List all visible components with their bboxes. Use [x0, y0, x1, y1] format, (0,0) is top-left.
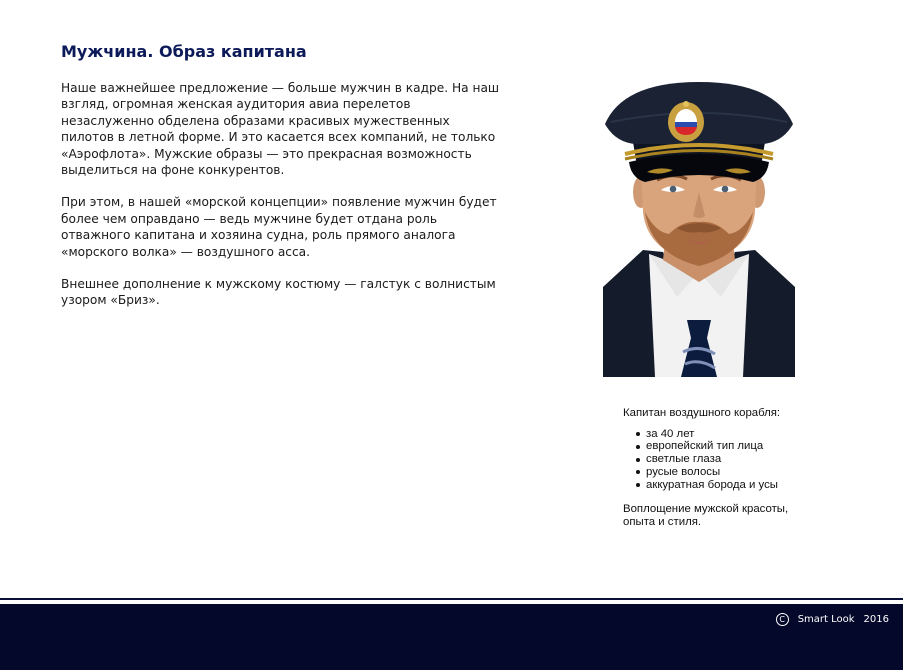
- list-item: светлые глаза: [646, 453, 823, 466]
- trait-list: [623, 428, 823, 492]
- paragraph: Внешнее дополнение к мужскому костюму — галстук с волнистым узором «Бриз».: [61, 277, 496, 308]
- captain-description: [623, 407, 823, 529]
- paragraph: При этом, в нашей «морской концепции» появление мужчин будет более чем оправдано — ведь мужчине будет отдана роль отважного капитана и хозяина судна, роль прямого аналога «морского волка» — воздушного асса.: [61, 195, 497, 259]
- copyright-icon: C: [776, 613, 789, 626]
- captain-portrait-image: [603, 82, 795, 377]
- list-item: русые волосы: [646, 466, 823, 479]
- brand-name: Smart Look: [797, 614, 855, 625]
- list-item: аккуратная борода и усы: [646, 479, 823, 492]
- caption-heading: Капитан воздушного корабля:: [623, 407, 781, 419]
- footer-year: 2016: [863, 614, 889, 625]
- caption-footer: Воплощение мужской красоты, опыта и стиля.: [623, 503, 789, 528]
- footer-bar: [0, 604, 903, 670]
- footer-credits: [776, 613, 889, 626]
- page-title: Мужчина. Образ капитана: [61, 42, 307, 61]
- list-item: за 40 лет: [646, 428, 823, 441]
- list-item: европейский тип лица: [646, 440, 823, 453]
- footer-divider: [0, 598, 903, 600]
- paragraph: Наше важнейшее предложение — больше мужчин в кадре. На наш взгляд, огромная женская аудитория авиа перелетов незаслуженно обделена образами красивых мужественных пилотов в летной форме. И это касается всех компаний, не только «Аэрофлота». Мужские образы — это прекрасная возможность выделиться на фоне конкурентов.: [61, 81, 500, 178]
- intro-text: [61, 80, 501, 325]
